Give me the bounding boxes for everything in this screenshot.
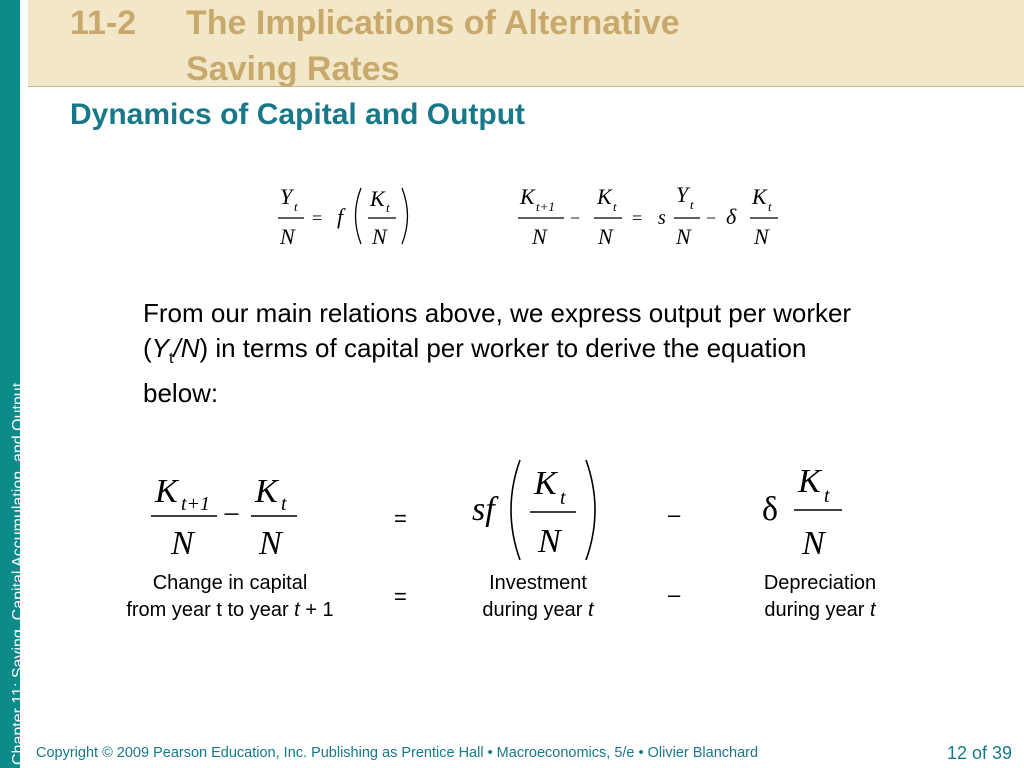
eq1-k: K [370,186,385,211]
eq3-n1: N [171,525,194,562]
caption-depreciation-line-1: Depreciation [763,572,877,594]
equation-investment [468,454,608,566]
eq2-n2: N [598,224,613,249]
minus-sign: – [668,502,681,527]
eq2-minus1: − [570,208,581,228]
slide-title-line-1: The Implications of Alternative [186,4,680,42]
eq2-y: Y [676,182,689,207]
eq1-equals: = [312,208,323,228]
eq1-k-sub: t [386,200,390,215]
eq1-n: N [280,224,295,249]
caption-change-line-1: Change in capital [152,572,308,594]
caption-investment [448,570,628,624]
caption-change-in-capital [100,570,360,624]
caption-change-line-2: from year t to year t + 1 [126,599,334,621]
chapter-sidebar-label: Chapter 11: Saving, Capital Accumulation, and Output [10,382,27,765]
para-t: t [169,350,174,368]
section-number: 11-2 [70,4,137,42]
eq2-k1-sub: t+1 [536,199,555,214]
eq3-n3: N [538,523,561,560]
eq3-k3-sub: t [560,487,566,509]
equals-sign: = [394,506,407,531]
slide-subtitle: Dynamics of Capital and Output [70,98,526,131]
eq3-minus: − [223,498,240,531]
eq2-k2-sub: t [613,199,617,214]
eq2-k3-sub: t [768,199,772,214]
eq3-k2: K [255,473,278,510]
title-divider [28,86,1024,87]
eq2-y-sub: t [690,197,694,212]
equation-output-per-worker [270,178,430,252]
eq3-sf: sf [472,491,495,528]
eq2-k1: K [520,184,535,209]
slide-title-line-2: Saving Rates [186,50,400,88]
equation-depreciation [760,456,850,564]
explanation-paragraph [143,296,873,411]
caption-investment-line-1: Investment [489,572,587,594]
eq2-k2: K [597,184,612,209]
eq2-s: s [658,207,666,229]
eq3-n2: N [259,525,282,562]
caption-minus-sign: – [668,582,681,607]
eq2-equals: = [632,208,643,228]
caption-depreciation [730,570,910,624]
para-part-2: ) in terms of capital per worker to derive the equation below: [143,333,807,409]
eq3-delta: δ [762,491,779,528]
eq2-n3: N [676,224,691,249]
caption-equals-sign: = [394,584,407,609]
eq1-n2: N [372,224,387,249]
eq1-f: f [337,204,344,229]
caption-depreciation-line-2: during year t [764,599,876,621]
eq3-k4-sub: t [824,485,830,507]
para-y: Y [151,333,170,363]
eq3-k4: K [798,463,821,500]
eq1-y-sub: t [294,199,298,214]
eq3-n4: N [802,525,825,562]
para-part-1: From our main relations above, we express output per worker ( [143,298,852,363]
eq3-k1: K [155,473,178,510]
eq3-k3: K [534,465,557,502]
eq2-minus2: − [706,208,717,228]
para-n: /N [173,333,200,363]
eq3-k2-sub: t [281,493,287,515]
eq2-delta: δ [726,204,737,229]
eq2-n4: N [754,224,769,249]
equation-capital-dynamics [508,176,798,252]
eq3-k1-sub: t+1 [181,493,211,515]
footer-copyright: Copyright © 2009 Pearson Education, Inc. Publishing as Prentice Hall • Macroeconomics, 5/e • Olivier Blanchard [36,745,759,761]
page-number: 12 of 39 [946,743,1012,763]
eq2-n1: N [532,224,547,249]
caption-investment-line-2: during year t [482,599,594,621]
equation-change-in-capital [145,462,305,562]
eq1-y: Y [280,184,293,209]
eq2-k3: K [752,184,767,209]
